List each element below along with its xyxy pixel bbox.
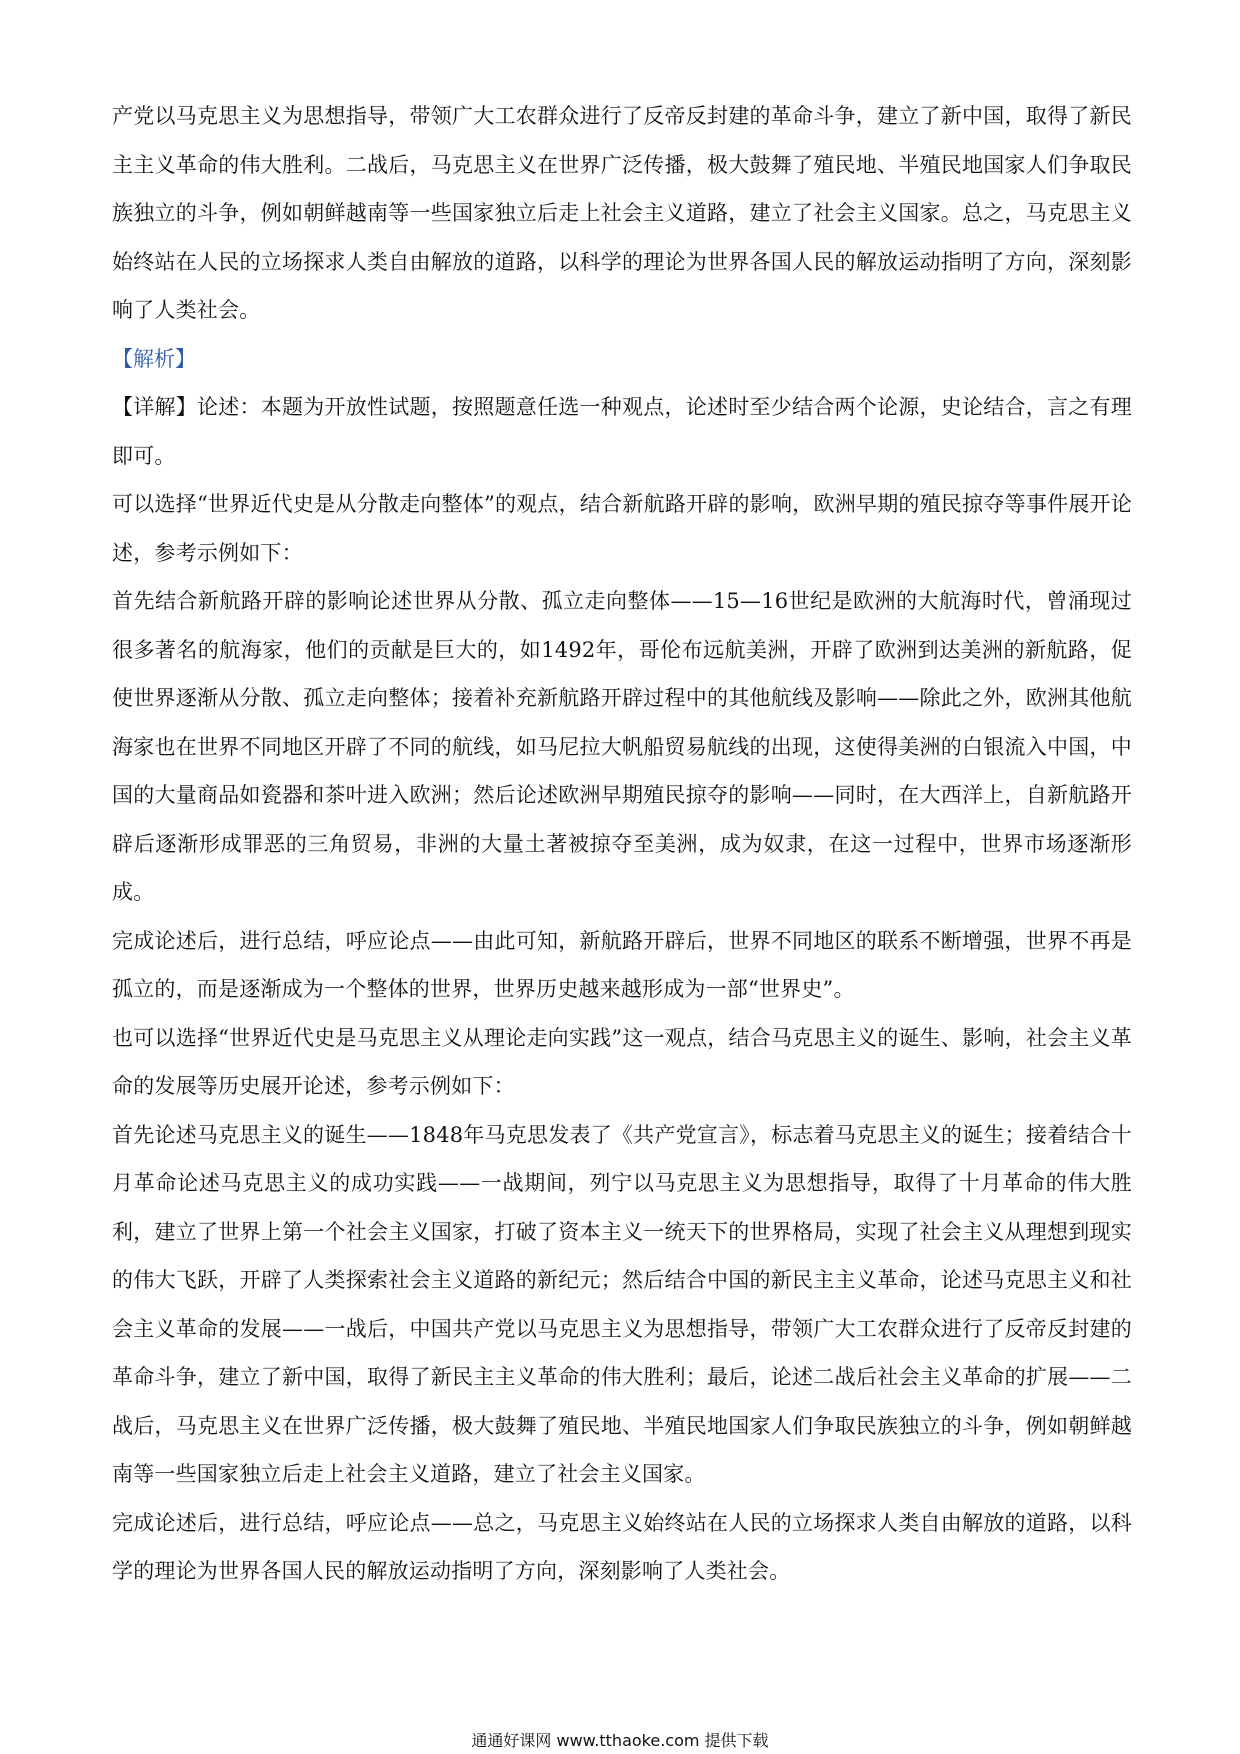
document-page <box>112 92 1132 1596</box>
continuation-paragraph: 产党以马克思主义为思想指导，带领广大工农群众进行了反帝反封建的革命斗争，建立了新中国，取得了新民主主义革命的伟大胜利。二战后，马克思主义在世界广泛传播，极大鼓舞了殖民地、半殖民地国家人们争取民族独立的斗争，例如朝鲜越南等一些国家独立后走上社会主义道路，建立了社会主义国家。总之，马克思主义始终站在人民的立场探求人类自由解放的道路，以科学的理论为世界各国人民的解放运动指明了方向，深刻影响了人类社会。 <box>112 104 1132 322</box>
detail-paragraph <box>112 383 1132 480</box>
viewpoint-one-intro: 可以选择“世界近代史是从分散走向整体”的观点，结合新航路开辟的影响，欧洲早期的殖民掠夺等事件展开论述，参考示例如下： <box>112 492 1132 565</box>
page-footer: 通通好课网 www.tthaoke.com 提供下载 <box>471 1731 769 1750</box>
viewpoint-two-summary: 完成论述后，进行总结，呼应论点——总之，马克思主义始终站在人民的立场探求人类自由解放的道路，以科学的理论为世界各国人民的解放运动指明了方向，深刻影响了人类社会。 <box>112 1510 1132 1583</box>
viewpoint-one-argument: 首先结合新航路开辟的影响论述世界从分散、孤立走向整体——15—16世纪是欧洲的大航海时代，曾涌现过很多著名的航海家，他们的贡献是巨大的，如1492年，哥伦布远航美洲，开辟了欧洲到达美洲的新航路，促使世界逐渐从分散、孤立走向整体；接着补充新航路开辟过程中的其他航线及影响——除此之外，欧洲其他航海家也在世界不同地区开辟了不同的航线，如马尼拉大帆船贸易航线的出现，这使得美洲的白银流入中国，中国的大量商品如瓷器和茶叶进入欧洲；然后论述欧洲早期殖民掠夺的影响——同时，在大西洋上，自新航路开辟后逐渐形成罪恶的三角贸易，非洲的大量土著被掠夺至美洲，成为奴隶，在这一过程中，世界市场逐渐形成。 <box>112 589 1132 904</box>
viewpoint-two-argument: 首先论述马克思主义的诞生——1848年马克思发表了《共产党宣言》，标志着马克思主义的诞生；接着结合十月革命论述马克思主义的成功实践——一战期间，列宁以马克思主义为思想指导，取得了十月革命的伟大胜利，建立了世界上第一个社会主义国家，打破了资本主义一统天下的世界格局，实现了社会主义从理想到现实的伟大飞跃，开辟了人类探索社会主义道路的新纪元；然后结合中国的新民主主义革命，论述马克思主义和社会主义革命的发展——一战后，中国共产党以马克思主义为思想指导，带领广大工农群众进行了反帝反封建的革命斗争，建立了新中国，取得了新民主主义革命的伟大胜利；最后，论述二战后社会主义革命的扩展——二战后，马克思主义在世界广泛传播，极大鼓舞了殖民地、半殖民地国家人们争取民族独立的斗争，例如朝鲜越南等一些国家独立后走上社会主义道路，建立了社会主义国家。 <box>112 1122 1132 1486</box>
detail-label: 【详解】 <box>112 395 198 419</box>
detail-text: 论述：本题为开放性试题，按照题意任选一种观点，论述时至少结合两个论源，史论结合，言之有理即可。 <box>112 395 1132 468</box>
viewpoint-one-summary: 完成论述后，进行总结，呼应论点——由此可知，新航路开辟后，世界不同地区的联系不断增强，世界不再是孤立的，而是逐渐成为一个整体的世界，世界历史越来越形成为一部“世界史”。 <box>112 928 1132 1001</box>
analysis-heading: 【解析】 <box>112 346 196 371</box>
viewpoint-two-intro: 也可以选择“世界近代史是马克思主义从理论走向实践”这一观点，结合马克思主义的诞生、影响，社会主义革命的发展等历史展开论述，参考示例如下： <box>112 1025 1132 1098</box>
